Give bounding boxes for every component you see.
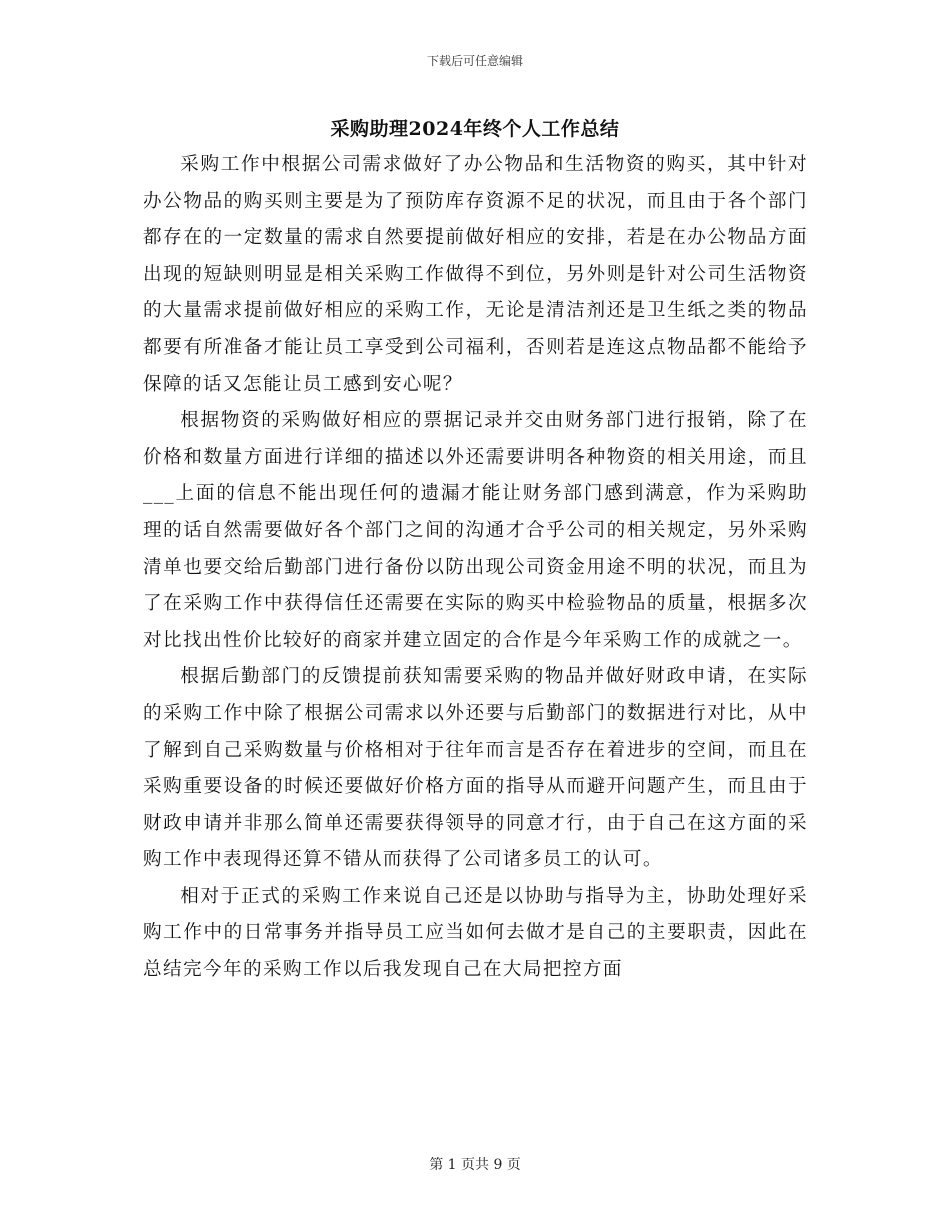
page-number: 第 1 页共 9 页 <box>429 1157 521 1173</box>
document-body <box>143 147 808 989</box>
paragraph-2: 根据物资的采购做好相应的票据记录并交由财务部门进行报销，除了在价格和数量方面进行详细的描述以外还需要讲明各种物资的相关用途，而且___上面的信息不能出现任何的遗漏才能让财务部门感到满意，作为采购助理的话自然需要做好各个部门之间的沟通才合乎公司的相关规定，另外采购清单也要交给后勤部门进行备份以防出现公司资金用途不明的状况，而且为了在采购工作中获得信任还需要在实际的购买中检验物品的质量，根据多次对比找出性价比较好的商家并建立固定的合作是今年采购工作的成就之一。 <box>143 410 808 651</box>
paragraph-4: 相对于正式的采购工作来说自己还是以协助与指导为主，协助处理好采购工作中的日常事务并指导员工应当如何去做才是自己的主要职责，因此在总结完今年的采购工作以后我发现自己在大局把控方面 <box>143 885 808 981</box>
document-title: 采购助理2024年终个人工作总结 <box>330 118 620 140</box>
paragraph-1: 采购工作中根据公司需求做好了办公物品和生活物资的购买，其中针对办公物品的购买则主要是为了预防库存资源不足的状况，而且由于各个部门都存在的一定数量的需求自然要提前做好相应的安排，若是在办公物品方面出现的短缺则明显是相关采购工作做得不到位，另外则是针对公司生活物资的大量需求提前做好相应的采购工作，无论是清洁剂还是卫生纸之类的物品都要有所准备才能让员工享受到公司福利，否则若是连这点物品都不能给予保障的话又怎能让员工感到安心呢？ <box>143 154 808 395</box>
paragraph-3: 根据后勤部门的反馈提前获知需要采购的物品并做好财政申请，在实际的采购工作中除了根据公司需求以外还要与后勤部门的数据进行对比，从中了解到自己采购数量与价格相对于往年而言是否存在着进步的空间，而且在采购重要设备的时候还要做好价格方面的指导从而避开问题产生，而且由于财政申请并非那么简单还需要获得领导的同意才行，由于自己在这方面的采购工作中表现得还算不错从而获得了公司诸多员工的认可。 <box>143 666 808 871</box>
header-note: 下载后可任意编辑 <box>426 54 523 68</box>
